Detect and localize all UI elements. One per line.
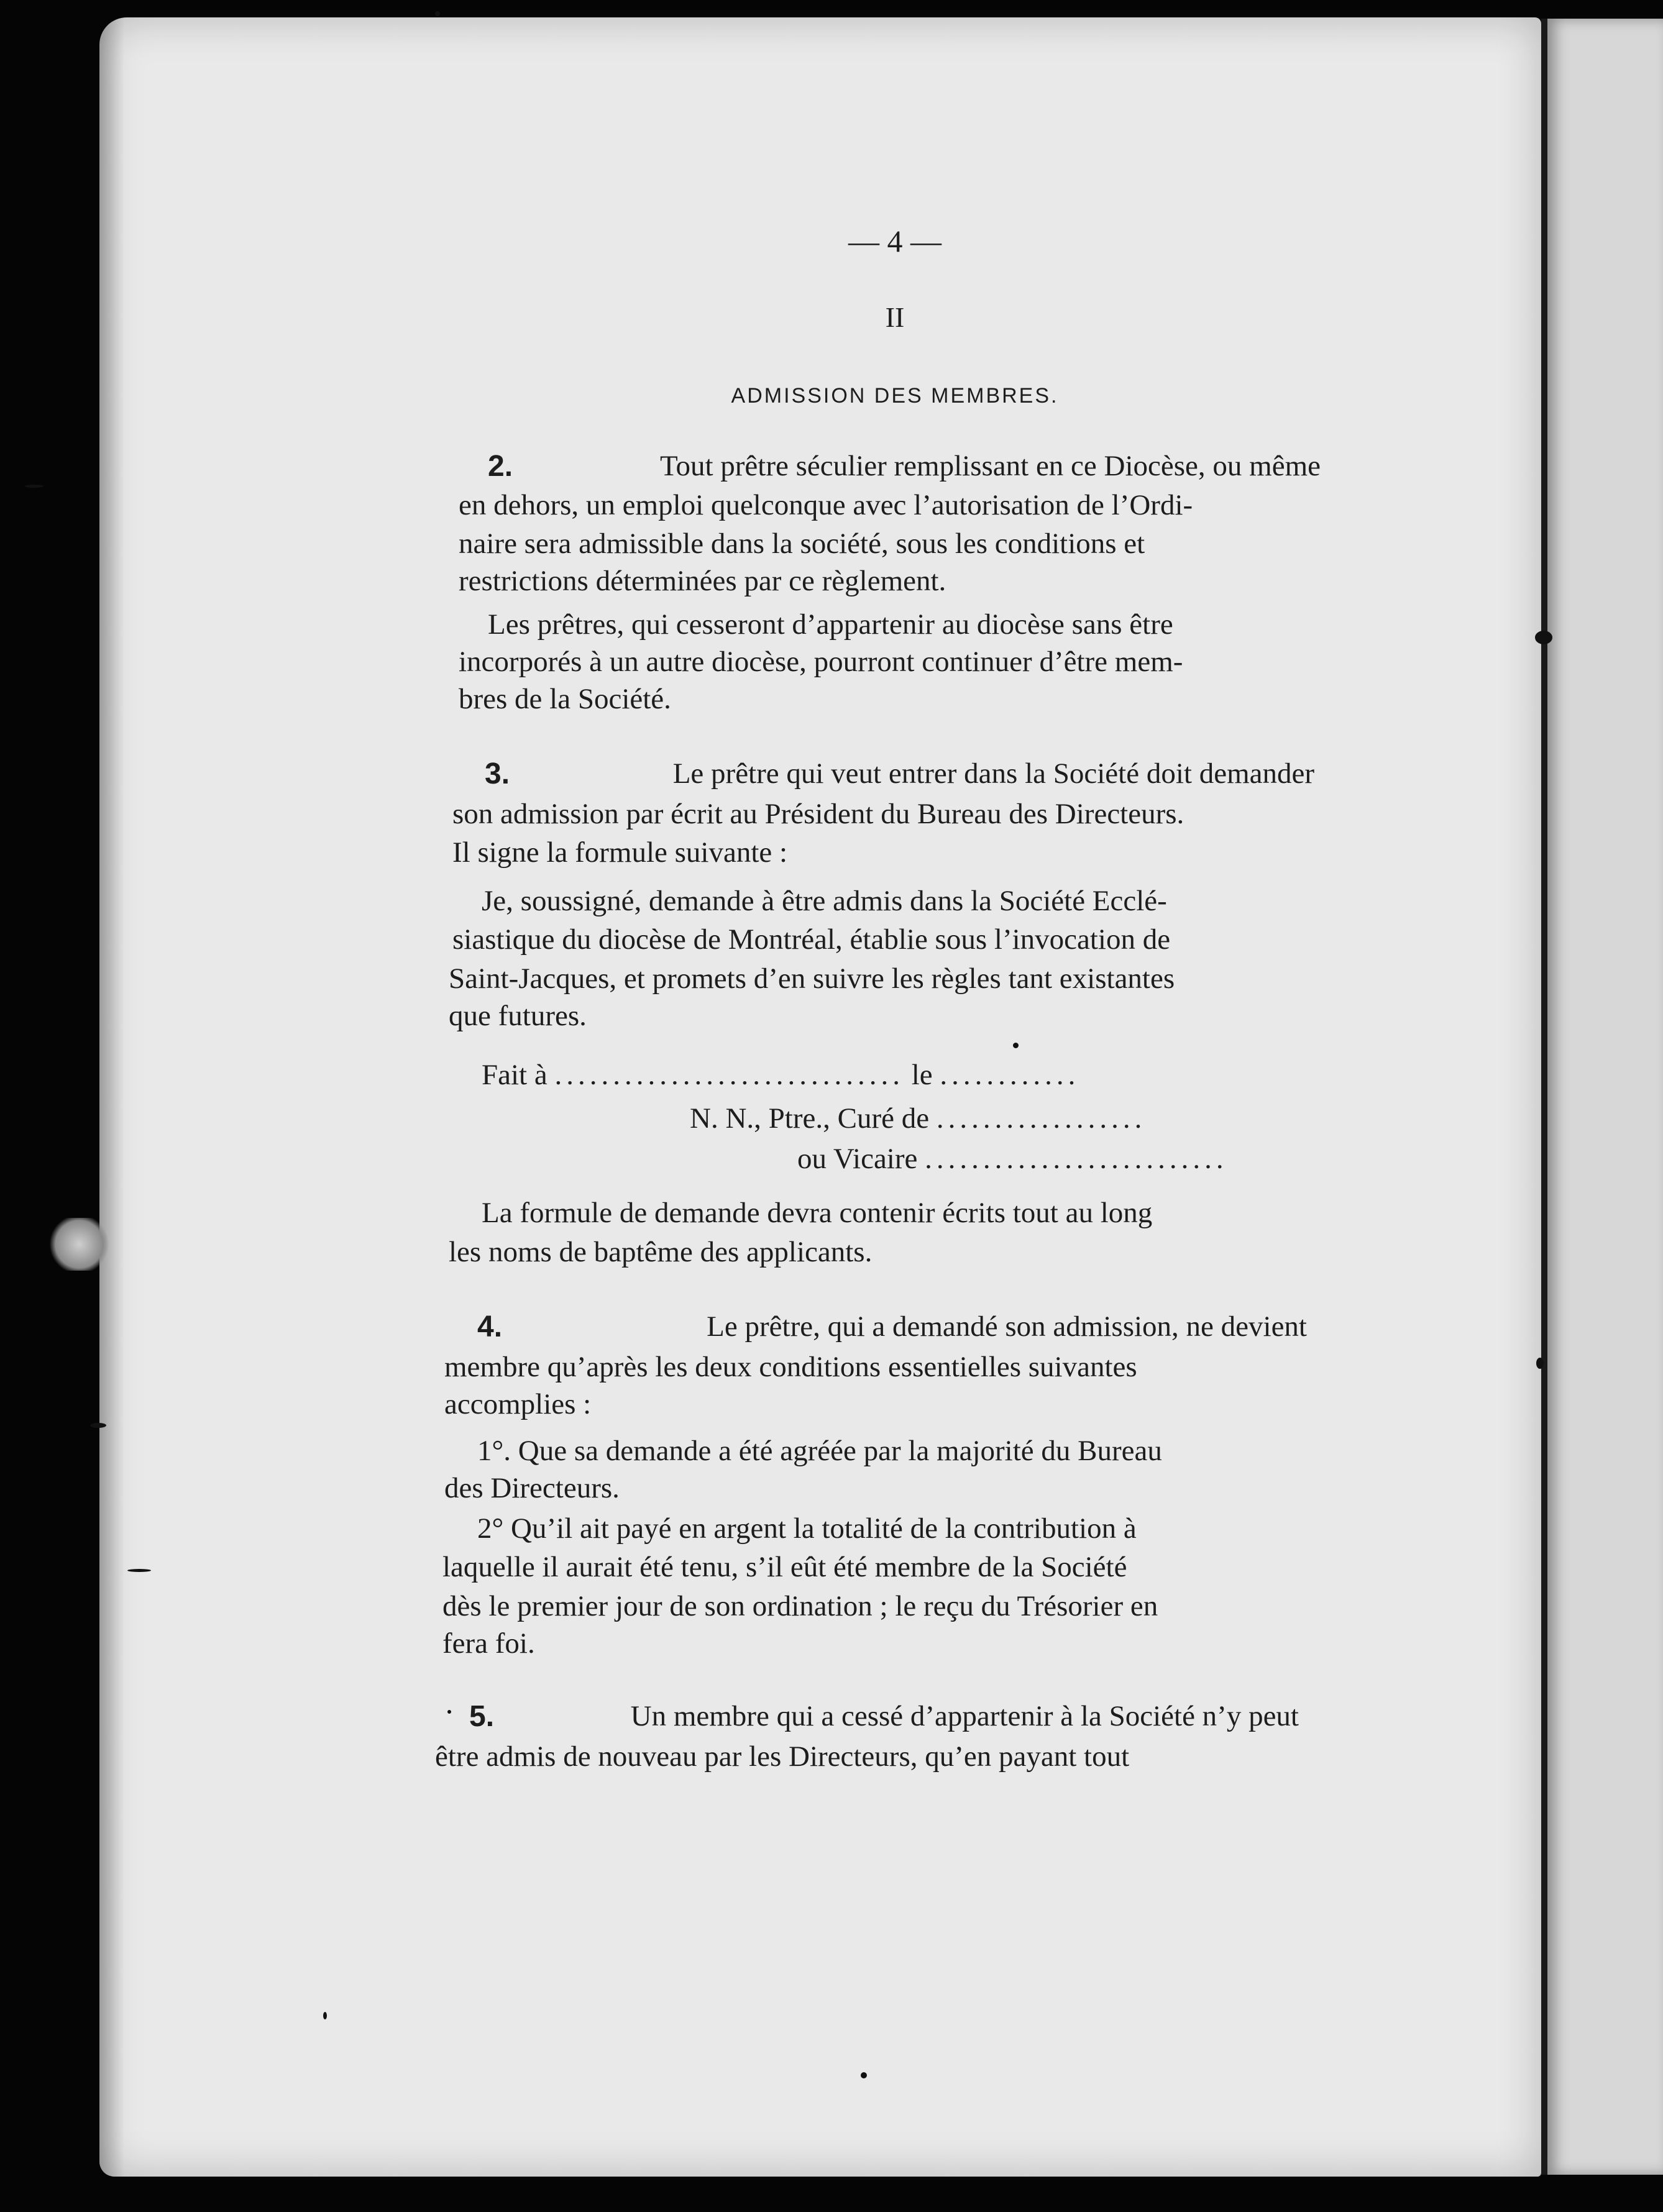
art2-line3: naire sera admissible dans la société, sous les conditions et [459, 528, 1145, 560]
fait-a-dots: .............................. [554, 1059, 904, 1091]
art3-line1-text: Le prêtre qui veut entrer dans la Société doit demander [672, 757, 1314, 790]
art5-line1-text: Un membre qui a cessé d’appartenir à la Société n’y peut [630, 1700, 1299, 1732]
signature-line2 [797, 1140, 1228, 1178]
art2-line4: restrictions déterminées par ce règlement. [459, 565, 946, 597]
art2-line1 [488, 447, 1321, 485]
art3-formula-line2: siastique du diocèse de Montréal, établie sous l’invocation de [452, 923, 1171, 956]
art4-line3: accomplies : [444, 1388, 592, 1420]
signature-line1 [690, 1100, 1146, 1138]
art3-number: 3. [485, 757, 510, 790]
art2-para2-line3: bres de la Société. [459, 683, 671, 715]
art4-cond2-line4: fera foi. [442, 1627, 535, 1660]
section-title: ADMISSION DES MEMBRES. [731, 384, 1059, 408]
page-fold [1541, 19, 1547, 2175]
art4-cond1-line1: 1°. Que sa demande a été agréée par la majorité du Bureau [477, 1435, 1162, 1467]
art3-formula-line3: Saint-Jacques, et promets d’en suivre les règles tant existantes [449, 962, 1175, 995]
signature-cure-dots: .................. [936, 1102, 1147, 1135]
section-number: II [885, 301, 905, 333]
scanned-page [99, 17, 1541, 2177]
fait-a-label: Fait à [482, 1059, 547, 1091]
art4-cond2-line1: 2° Qu’il ait payé en argent la totalité de la contribution à [477, 1512, 1137, 1545]
art4-number: 4. [477, 1310, 503, 1343]
art4-line1-text: Le prêtre, qui a demandé son admission, ne devient [707, 1310, 1307, 1343]
art5-line2: être admis de nouveau par les Directeurs, qu’en payant tout [435, 1740, 1130, 1773]
le-label: le [911, 1059, 933, 1091]
art3-line2: son admission par écrit au Président du Bureau des Directeurs. [452, 798, 1184, 830]
art2-para2-line2: incorporés à un autre diocèse, pourront continuer d’être mem- [459, 646, 1183, 678]
signature-vicaire-dots: .......................... [925, 1143, 1228, 1175]
art2-line1-text: Tout prêtre séculier remplissant en ce Diocèse, ou même [660, 450, 1321, 482]
art4-cond2-line3: dès le premier jour de son ordination ; le reçu du Trésorier en [442, 1590, 1158, 1622]
art2-number: 2. [488, 450, 513, 483]
signature-cure-label: N. N., Ptre., Curé de [690, 1102, 930, 1135]
signature-vicaire-label: ou Vicaire [797, 1143, 918, 1175]
art3-note-line1: La formule de demande devra contenir écrits tout au long [482, 1197, 1153, 1229]
page-number: — 4 — [848, 224, 941, 258]
fait-a-line [482, 1056, 1079, 1094]
art2-line2: en dehors, un emploi quelconque avec l’autorisation de l’Ordi- [459, 489, 1193, 521]
art4-line1 [477, 1308, 1307, 1346]
art4-cond1-line2: des Directeurs. [444, 1472, 620, 1504]
art3-formula-line4: que futures. [449, 1000, 587, 1032]
art3-formula-line1: Je, soussigné, demande à être admis dans la Société Ecclé- [482, 885, 1167, 917]
art4-line2: membre qu’après les deux conditions essentielles suivantes [444, 1351, 1137, 1383]
art3-line3: Il signe la formule suivante : [452, 836, 788, 869]
art2-para2-line1: Les prêtres, qui cesseront d’appartenir au diocèse sans être [488, 608, 1173, 641]
art3-note-line2: les noms de baptême des applicants. [449, 1236, 873, 1268]
art5-number: 5. [469, 1700, 495, 1733]
scan-blot [50, 1218, 109, 1271]
page-edge-shadow [99, 17, 124, 2177]
art3-line1 [485, 755, 1314, 793]
le-dots: ............ [940, 1059, 1080, 1091]
art4-cond2-line2: laquelle il aurait été tenu, s’il eût été membre de la Société [442, 1551, 1127, 1583]
art5-line1 [469, 1698, 1299, 1735]
adjacent-page-edge [1547, 19, 1663, 2175]
